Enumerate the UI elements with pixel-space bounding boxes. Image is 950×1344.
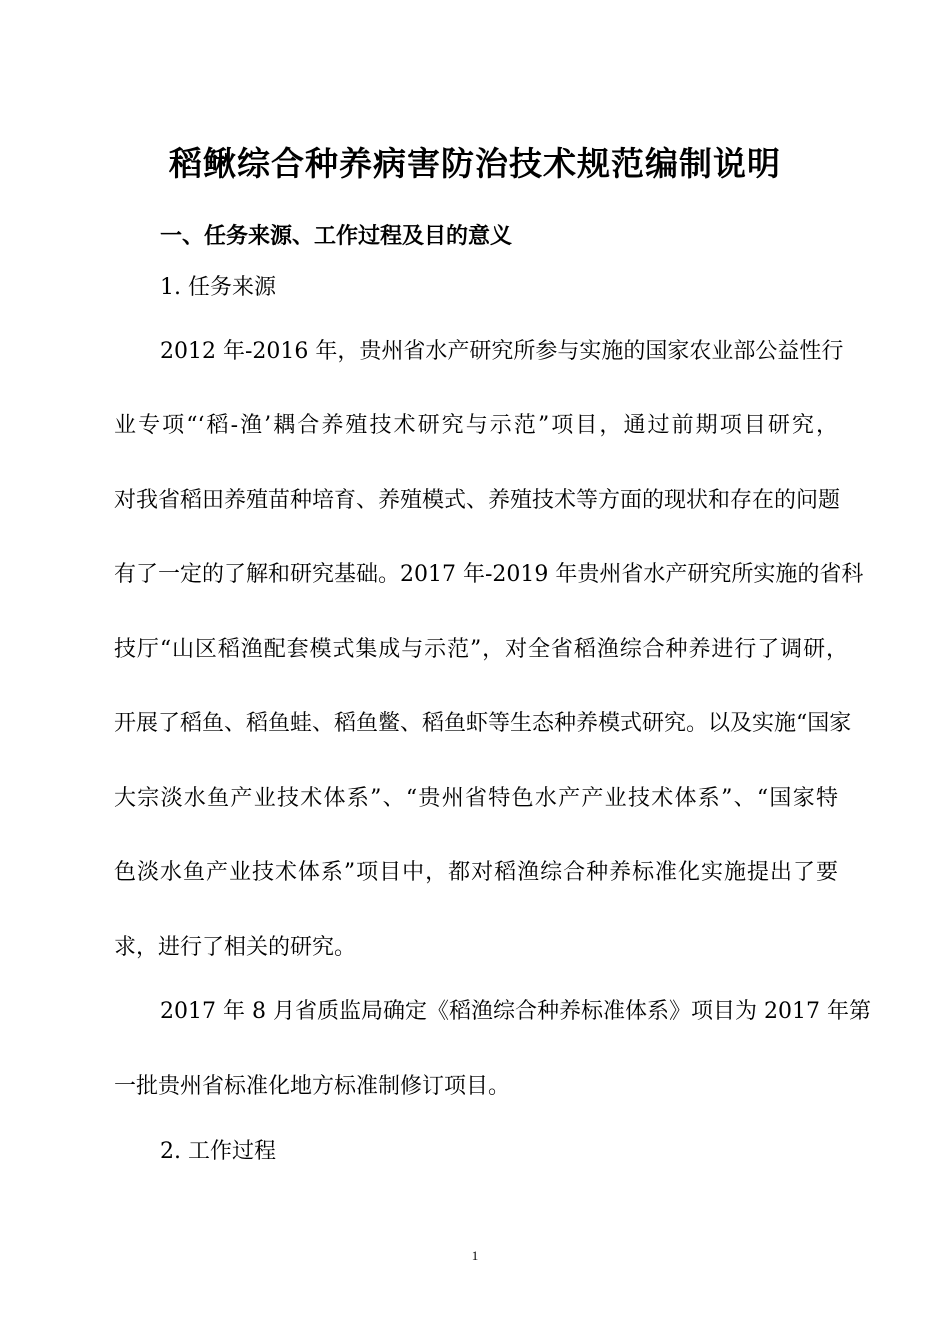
document-title: 稻鳅综合种养病害防治技术规范编制说明	[169, 144, 781, 183]
section-heading: 一、任务来源、工作过程及目的意义	[160, 224, 513, 249]
page-number: 1	[471, 1248, 479, 1263]
paragraph-line: 开展了稻鱼、稻鱼蛙、稻鱼鳖、稻鱼虾等生态种养模式研究。以及实施“国家	[114, 711, 852, 736]
paragraph-line: 对我省稻田养殖苗种培育、养殖模式、养殖技术等方面的现状和存在的问题	[114, 488, 841, 513]
subsection-heading: 1. 任务来源	[160, 275, 276, 300]
paragraph-line: 技厅“山区稻渔配套模式集成与示范”，对全省稻渔综合种养进行了调研，	[114, 637, 848, 662]
paragraph-line: 2017 年 8 月省质监局确定《稻渔综合种养标准体系》项目为 2017 年第	[160, 999, 871, 1024]
paragraph-line: 大宗淡水鱼产业技术体系”、“贵州省特色水产产业技术体系”、“国家特	[114, 786, 838, 811]
paragraph-line: 业专项“‘稻-渔’耦合养殖技术研究与示范”项目，通过前期项目研究，	[114, 413, 838, 438]
paragraph-line: 色淡水鱼产业技术体系”项目中，都对稻渔综合种养标准化实施提出了要	[114, 860, 838, 885]
paragraph-line: 有了一定的了解和研究基础。2017 年-2019 年贵州省水产研究所实施的省科	[114, 562, 864, 587]
paragraph-line: 求，进行了相关的研究。	[114, 935, 357, 960]
subsection-heading: 2. 工作过程	[160, 1139, 276, 1164]
paragraph-line: 2012 年-2016 年，贵州省水产研究所参与实施的国家农业部公益性行	[160, 339, 844, 364]
paragraph-line: 一批贵州省标准化地方标准制修订项目。	[114, 1074, 511, 1099]
